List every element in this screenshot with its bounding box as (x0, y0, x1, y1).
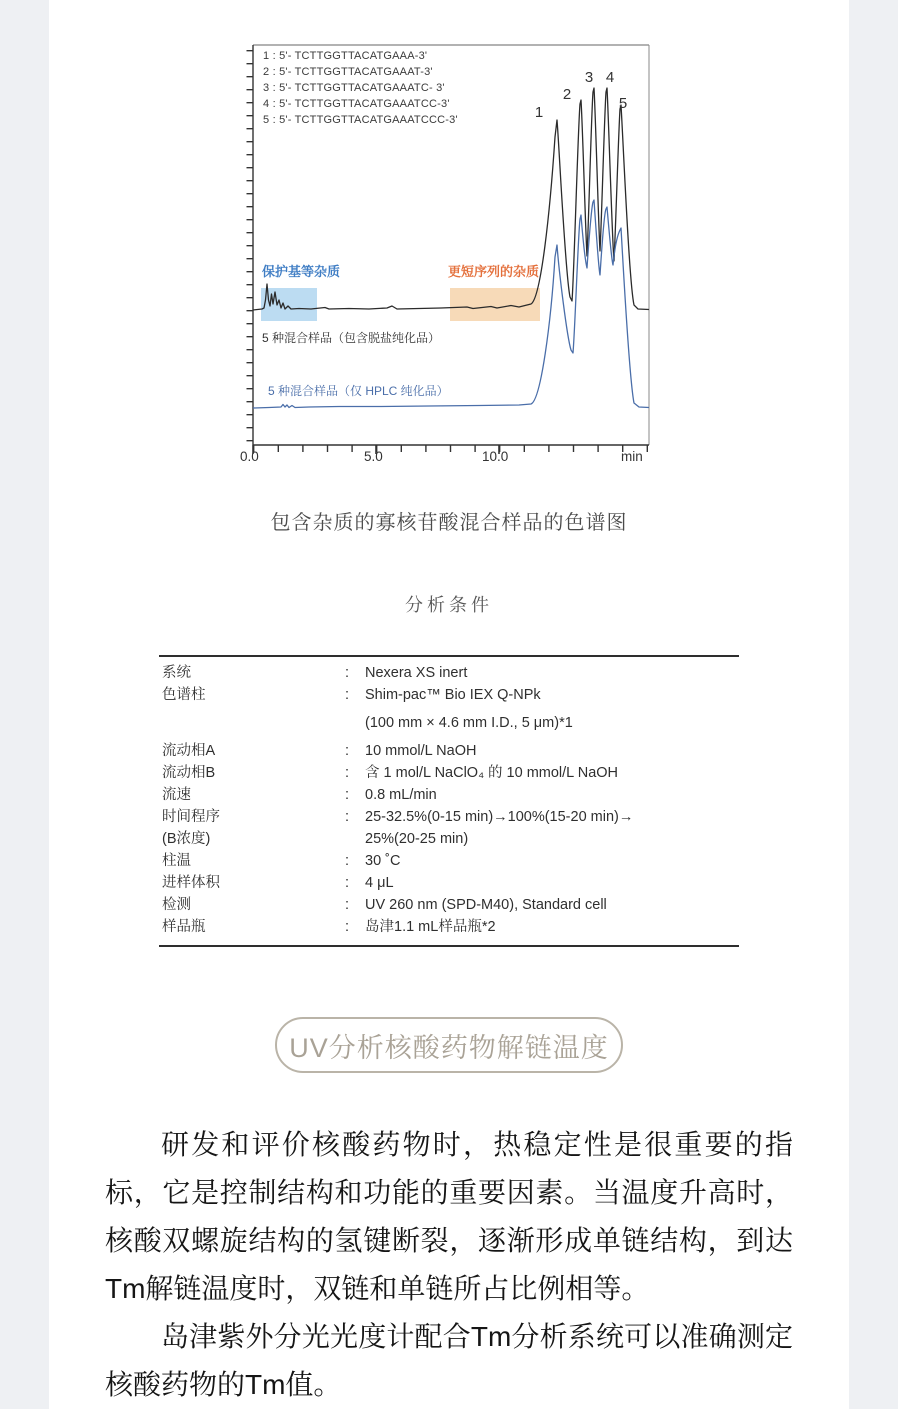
document-page (49, 0, 849, 1409)
condition-label: 色谱柱 (162, 687, 206, 703)
condition-colon: : (345, 897, 350, 913)
x-axis-unit-label: min (621, 449, 643, 464)
condition-value: UV 260 nm (SPD-M40), Standard cell (365, 897, 607, 913)
condition-row-column-dimensions (159, 712, 739, 734)
paragraph-shimadzu-tm-system: 岛津紫外分光光度计配合Tm分析系统可以准确测定核酸药物的Tm值。 (105, 1321, 793, 1400)
condition-label: 检测 (162, 897, 191, 913)
conditions-table (159, 655, 739, 947)
conditions-title: 分析条件 (405, 595, 493, 615)
condition-value: (100 mm × 4.6 mm I.D., 5 μm)*1 (365, 715, 573, 731)
legend-line-4: 4 : 5'- TCTTGGTTACATGAAATCC-3' (263, 98, 450, 110)
chromatogram-figure (229, 42, 669, 482)
condition-colon: : (345, 787, 350, 803)
body-text (105, 1121, 793, 1409)
peak-label-4: 4 (605, 69, 615, 86)
condition-label: 系统 (162, 665, 191, 681)
condition-row-mobile-phase-b (159, 762, 739, 784)
figure-caption: 包含杂质的寡核苷酸混合样品的色谱图 (270, 512, 628, 534)
condition-value: 岛津1.1 mL样品瓶*2 (365, 919, 496, 935)
paragraph-tm-importance: 研发和评价核酸药物时，热稳定性是很重要的指标，它是控制结构和功能的重要因素。当温度升高时，核酸双螺旋结构的氢键断裂，逐渐形成单链结构，到达Tm解链温度时，双链和单链所占比例相等。 (105, 1129, 793, 1304)
section-pill-uv-tm-analysis: UV分析核酸药物解链温度 (275, 1017, 623, 1073)
condition-value: 0.8 mL/min (365, 787, 437, 803)
condition-colon: : (345, 743, 350, 759)
condition-label: 流动相B (162, 765, 216, 781)
legend-line-2: 2 : 5'- TCTTGGTTACATGAAAT-3' (263, 66, 433, 78)
condition-label (159, 712, 345, 734)
peak-label-1: 1 (534, 104, 544, 121)
condition-row-injection-volume (159, 872, 739, 894)
condition-row-detection (159, 894, 739, 916)
peak-label-2: 2 (562, 86, 572, 103)
condition-colon (345, 712, 365, 734)
shorter-sequence-impurity-label: 更短序列的杂质 (448, 264, 540, 279)
blue-trace-label: 5 种混合样品（仅 HPLC 纯化品） (268, 384, 449, 398)
condition-value: 10 mmol/L NaOH (365, 743, 477, 759)
legend-line-5: 5 : 5'- TCTTGGTTACATGAAATCCC-3' (263, 114, 458, 126)
peak-label-3: 3 (584, 69, 594, 86)
condition-row-sample-vial (159, 916, 739, 938)
condition-value: 30 ˚C (365, 853, 401, 869)
condition-row-mobile-phase-a (159, 740, 739, 762)
condition-colon: : (345, 665, 350, 681)
sequence-legend (263, 48, 458, 128)
condition-colon: : (345, 765, 350, 781)
x-axis-tick-label-5: 5.0 (364, 449, 383, 464)
condition-value: 4 μL (365, 875, 394, 891)
condition-value: Shim-pac™ Bio IEX Q-NPk (365, 687, 541, 703)
condition-value: Nexera XS inert (365, 665, 468, 681)
peak-label-5: 5 (618, 95, 628, 112)
condition-label: 进样体积 (162, 875, 220, 891)
condition-row-b-concentration (159, 828, 739, 850)
black-trace-label: 5 种混合样品（包含脱盐纯化品） (262, 331, 441, 345)
condition-row-flow-rate (159, 784, 739, 806)
condition-colon: : (345, 875, 350, 891)
condition-label: 流动相A (162, 743, 216, 759)
condition-row-system (159, 662, 739, 684)
condition-colon: : (345, 809, 350, 825)
condition-colon: : (345, 853, 350, 869)
condition-value: 25%(20-25 min) (365, 831, 469, 847)
condition-label: 柱温 (162, 853, 191, 869)
condition-value: 含 1 mol/L NaClO₄ 的 10 mmol/L NaOH (365, 765, 619, 781)
condition-colon: : (345, 919, 350, 935)
condition-colon (345, 828, 365, 850)
condition-colon: : (345, 687, 350, 703)
condition-value: 25-32.5%(0-15 min)→100%(15-20 min)→ (365, 809, 634, 825)
condition-label: (B浓度) (162, 831, 211, 847)
condition-label: 流速 (162, 787, 191, 803)
condition-row-column (159, 684, 739, 706)
condition-label: 样品瓶 (162, 919, 206, 935)
x-axis-tick-label-10: 10.0 (482, 449, 509, 464)
condition-row-column-temp (159, 850, 739, 872)
condition-label: 时间程序 (162, 809, 220, 825)
protecting-group-impurity-label: 保护基等杂质 (262, 264, 341, 279)
condition-row-time-program (159, 806, 739, 828)
x-axis-tick-label-0: 0.0 (240, 449, 259, 464)
legend-line-3: 3 : 5'- TCTTGGTTACATGAAATC- 3' (263, 82, 445, 94)
legend-line-1: 1 : 5'- TCTTGGTTACATGAAA-3' (263, 50, 428, 62)
